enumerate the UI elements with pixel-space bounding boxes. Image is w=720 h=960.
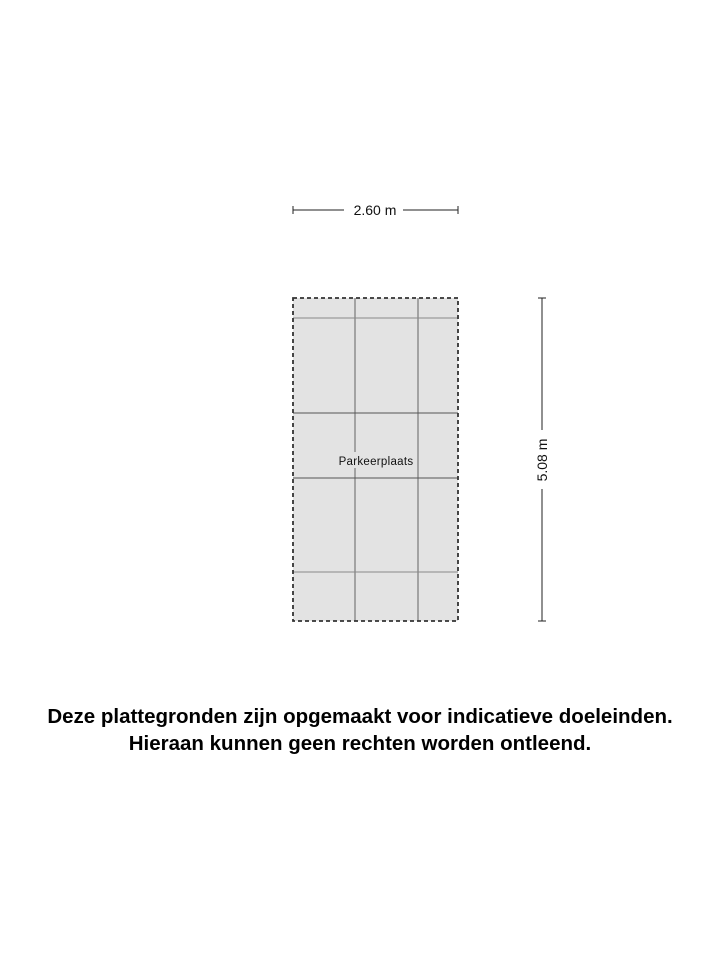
disclaimer-line-1: Deze plattegronden zijn opgemaakt voor indicatieve doeleinden. <box>47 705 673 728</box>
parking-space <box>293 298 458 621</box>
length-dimension-label: 5.08 m <box>534 438 550 482</box>
room-label: Parkeerplaats <box>338 456 414 468</box>
width-dimension-label: 2.60 m <box>353 202 397 218</box>
length-dimension <box>534 298 550 621</box>
disclaimer-line-2: Hieraan kunnen geen rechten worden ontleend. <box>128 732 592 755</box>
width-dimension <box>293 202 458 218</box>
